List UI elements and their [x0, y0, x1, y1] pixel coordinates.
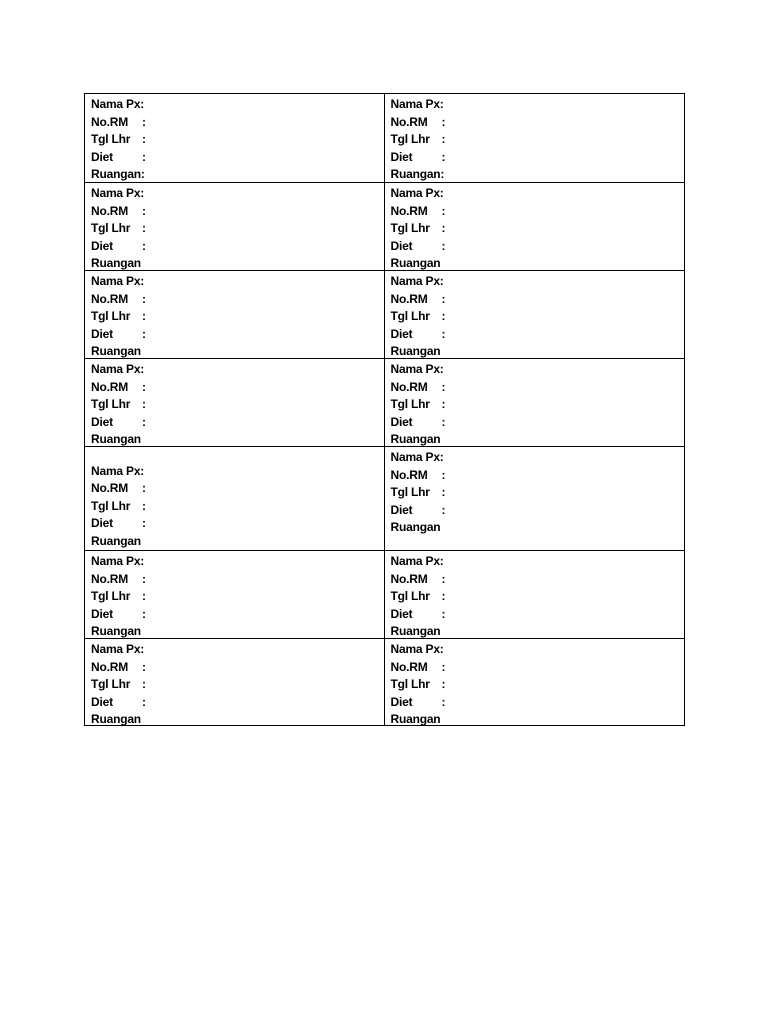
field-colon: :: [441, 238, 446, 253]
nama-px-field: [391, 96, 685, 114]
field-colon: :: [142, 238, 146, 253]
field-colon: :: [441, 309, 446, 323]
diet-label: Diet: [91, 606, 113, 621]
no-rm-field: [91, 571, 384, 589]
no-rm-field: [391, 114, 685, 132]
no-rm-field: [391, 379, 685, 397]
ruangan-field: [91, 711, 384, 729]
tgl-lhr-field: [91, 308, 384, 326]
patient-label-card: [85, 359, 385, 446]
no-rm-field: [391, 659, 685, 677]
ruangan-field: [91, 255, 384, 273]
diet-field: [91, 606, 384, 624]
field-colon: :: [441, 149, 446, 164]
field-colon: :: [441, 326, 446, 341]
ruangan-label: Ruangan: [390, 344, 441, 358]
ruangan-label: Ruangan: [91, 432, 141, 446]
no-rm-label: No.RM: [390, 659, 428, 674]
ruangan-field: [391, 166, 685, 184]
patient-label-card: [385, 639, 685, 725]
nama-px-label: Nama Px:: [91, 642, 145, 656]
nama-px-label: Nama Px:: [390, 450, 444, 464]
tgl-lhr-field: [91, 131, 384, 149]
patient-label-card: [385, 94, 685, 182]
nama-px-label: Nama Px:: [390, 274, 444, 288]
label-row: [85, 358, 684, 446]
field-colon: :: [142, 414, 146, 429]
field-colon: :: [441, 659, 446, 674]
patient-label-card: [85, 447, 385, 550]
ruangan-field: [391, 431, 685, 449]
nama-px-label: Nama Px:: [390, 554, 444, 568]
patient-label-sheet: [84, 93, 685, 726]
no-rm-field: [91, 203, 384, 221]
field-colon: :: [142, 481, 146, 495]
ruangan-field: [91, 533, 384, 551]
tgl-lhr-label: Tgl Lhr: [390, 132, 430, 146]
nama-px-label: Nama Px:: [390, 642, 444, 656]
nama-px-label: Nama Px:: [390, 186, 444, 200]
ruangan-field: [91, 343, 384, 361]
no-rm-field: [391, 203, 685, 221]
label-row: [85, 182, 684, 270]
diet-field: [391, 694, 685, 712]
patient-label-card: [85, 639, 385, 725]
field-colon: :: [142, 606, 146, 621]
field-colon: :: [142, 659, 146, 674]
field-colon: :: [441, 606, 446, 621]
field-colon: :: [441, 694, 446, 709]
no-rm-field: [391, 291, 685, 309]
ruangan-field: [391, 623, 685, 641]
field-colon: :: [441, 414, 446, 429]
ruangan-field: [391, 255, 685, 273]
tgl-lhr-field: [91, 396, 384, 414]
field-colon: :: [142, 379, 146, 394]
no-rm-label: No.RM: [91, 659, 128, 674]
ruangan-field: [91, 623, 384, 641]
patient-label-card: [85, 271, 385, 358]
field-colon: :: [441, 291, 446, 306]
nama-px-field: [391, 273, 685, 291]
label-row: [85, 94, 684, 182]
field-colon: :: [142, 589, 146, 603]
no-rm-label: No.RM: [390, 291, 428, 306]
no-rm-label: No.RM: [390, 467, 428, 482]
nama-px-field: [391, 185, 685, 203]
ruangan-label: Ruangan:: [390, 167, 445, 181]
ruangan-label: Ruangan: [91, 256, 141, 270]
tgl-lhr-field: [91, 498, 384, 516]
no-rm-field: [91, 659, 384, 677]
patient-label-card: [385, 447, 685, 550]
diet-field: [91, 326, 384, 344]
no-rm-label: No.RM: [91, 571, 128, 586]
diet-field: [391, 606, 685, 624]
tgl-lhr-label: Tgl Lhr: [390, 589, 430, 603]
field-colon: :: [142, 203, 146, 218]
label-row: [85, 270, 684, 358]
ruangan-field: [391, 343, 685, 361]
no-rm-field: [391, 467, 685, 485]
no-rm-label: No.RM: [390, 203, 428, 218]
nama-px-label: Nama Px:: [91, 274, 145, 288]
no-rm-label: No.RM: [91, 203, 128, 218]
diet-label: Diet: [390, 149, 413, 164]
patient-label-card: [385, 271, 685, 358]
diet-label: Diet: [91, 238, 113, 253]
field-colon: :: [441, 114, 446, 129]
diet-label: Diet: [91, 149, 113, 164]
tgl-lhr-label: Tgl Lhr: [91, 309, 131, 323]
ruangan-label: Ruangan: [390, 624, 441, 638]
diet-label: Diet: [390, 606, 413, 621]
field-colon: :: [441, 485, 446, 499]
tgl-lhr-label: Tgl Lhr: [390, 677, 430, 691]
diet-label: Diet: [390, 694, 413, 709]
field-colon: :: [142, 221, 146, 235]
diet-field: [391, 502, 685, 520]
ruangan-label: Ruangan: [390, 256, 441, 270]
tgl-lhr-field: [391, 396, 685, 414]
tgl-lhr-field: [91, 588, 384, 606]
tgl-lhr-field: [391, 588, 685, 606]
diet-field: [91, 149, 384, 167]
field-colon: :: [142, 516, 146, 530]
diet-label: Diet: [91, 414, 113, 429]
patient-label-card: [385, 183, 685, 270]
diet-label: Diet: [390, 502, 413, 517]
field-colon: :: [441, 379, 446, 394]
label-row: [85, 446, 684, 550]
ruangan-label: Ruangan: [91, 533, 141, 548]
diet-field: [91, 238, 384, 256]
ruangan-field: [391, 711, 685, 729]
ruangan-field: [91, 431, 384, 449]
nama-px-label: Nama Px:: [91, 554, 145, 568]
nama-px-field: [91, 185, 384, 203]
nama-px-field: [391, 641, 685, 659]
diet-field: [391, 414, 685, 432]
diet-label: Diet: [390, 414, 413, 429]
tgl-lhr-field: [391, 308, 685, 326]
nama-px-field: [91, 463, 384, 481]
nama-px-field: [91, 361, 384, 379]
nama-px-label: Nama Px:: [91, 362, 145, 376]
diet-label: Diet: [91, 326, 113, 341]
nama-px-field: [91, 553, 384, 571]
nama-px-field: [391, 449, 685, 467]
ruangan-label: Ruangan: [390, 432, 441, 446]
patient-label-card: [85, 94, 385, 182]
field-colon: :: [142, 677, 146, 691]
tgl-lhr-label: Tgl Lhr: [91, 589, 131, 603]
tgl-lhr-label: Tgl Lhr: [91, 132, 131, 146]
diet-field: [391, 326, 685, 344]
tgl-lhr-label: Tgl Lhr: [91, 221, 131, 235]
field-colon: :: [441, 677, 446, 691]
field-colon: :: [441, 221, 446, 235]
field-colon: :: [142, 149, 146, 164]
ruangan-label: Ruangan:: [91, 167, 145, 181]
no-rm-label: No.RM: [390, 114, 428, 129]
patient-label-card: [85, 551, 385, 638]
diet-field: [391, 149, 685, 167]
tgl-lhr-label: Tgl Lhr: [390, 221, 430, 235]
no-rm-field: [91, 480, 384, 498]
diet-field: [391, 238, 685, 256]
field-colon: :: [142, 309, 146, 323]
field-colon: :: [142, 326, 146, 341]
no-rm-field: [91, 291, 384, 309]
nama-px-label: Nama Px:: [390, 362, 444, 376]
nama-px-label: Nama Px:: [91, 186, 145, 200]
nama-px-label: Nama Px:: [390, 97, 444, 111]
ruangan-field: [91, 166, 384, 184]
label-row: [85, 638, 684, 725]
diet-field: [91, 515, 384, 533]
nama-px-field: [391, 553, 685, 571]
diet-label: Diet: [390, 238, 413, 253]
ruangan-label: Ruangan: [390, 712, 441, 726]
tgl-lhr-label: Tgl Lhr: [91, 677, 131, 691]
tgl-lhr-label: Tgl Lhr: [390, 309, 430, 323]
ruangan-field: [391, 519, 685, 537]
no-rm-field: [91, 114, 384, 132]
diet-field: [91, 414, 384, 432]
tgl-lhr-field: [391, 220, 685, 238]
field-colon: :: [441, 397, 446, 411]
diet-field: [91, 694, 384, 712]
no-rm-label: No.RM: [91, 291, 128, 306]
tgl-lhr-field: [391, 676, 685, 694]
tgl-lhr-label: Tgl Lhr: [390, 485, 430, 499]
ruangan-label: Ruangan: [390, 520, 441, 534]
field-colon: :: [441, 589, 446, 603]
patient-label-card: [385, 551, 685, 638]
diet-label: Diet: [390, 326, 413, 341]
tgl-lhr-label: Tgl Lhr: [91, 397, 131, 411]
patient-label-card: [385, 359, 685, 446]
tgl-lhr-field: [91, 676, 384, 694]
no-rm-label: No.RM: [91, 379, 128, 394]
field-colon: :: [441, 571, 446, 586]
field-colon: :: [142, 291, 146, 306]
field-colon: :: [142, 132, 146, 146]
patient-label-card: [85, 183, 385, 270]
field-colon: :: [441, 132, 446, 146]
diet-label: Diet: [91, 694, 113, 709]
tgl-lhr-field: [91, 220, 384, 238]
nama-px-field: [91, 273, 384, 291]
no-rm-field: [91, 379, 384, 397]
label-row: [85, 550, 684, 638]
field-colon: :: [142, 571, 146, 586]
nama-px-field: [391, 361, 685, 379]
field-colon: :: [441, 502, 446, 517]
field-colon: :: [142, 694, 146, 709]
tgl-lhr-label: Tgl Lhr: [91, 498, 131, 513]
tgl-lhr-field: [391, 131, 685, 149]
ruangan-label: Ruangan: [91, 712, 141, 726]
tgl-lhr-field: [391, 484, 685, 502]
nama-px-field: [91, 96, 384, 114]
ruangan-label: Ruangan: [91, 344, 141, 358]
nama-px-label: Nama Px:: [91, 463, 145, 478]
no-rm-label: No.RM: [390, 571, 428, 586]
no-rm-label: No.RM: [91, 114, 128, 129]
field-colon: :: [142, 397, 146, 411]
no-rm-label: No.RM: [91, 481, 128, 495]
diet-label: Diet: [91, 516, 113, 530]
nama-px-label: Nama Px:: [91, 97, 145, 111]
field-colon: :: [441, 467, 446, 482]
field-colon: :: [142, 114, 146, 129]
ruangan-label: Ruangan: [91, 624, 141, 638]
no-rm-label: No.RM: [390, 379, 428, 394]
field-colon: :: [142, 498, 146, 513]
tgl-lhr-label: Tgl Lhr: [390, 397, 430, 411]
no-rm-field: [391, 571, 685, 589]
field-colon: :: [441, 203, 446, 218]
nama-px-field: [91, 641, 384, 659]
